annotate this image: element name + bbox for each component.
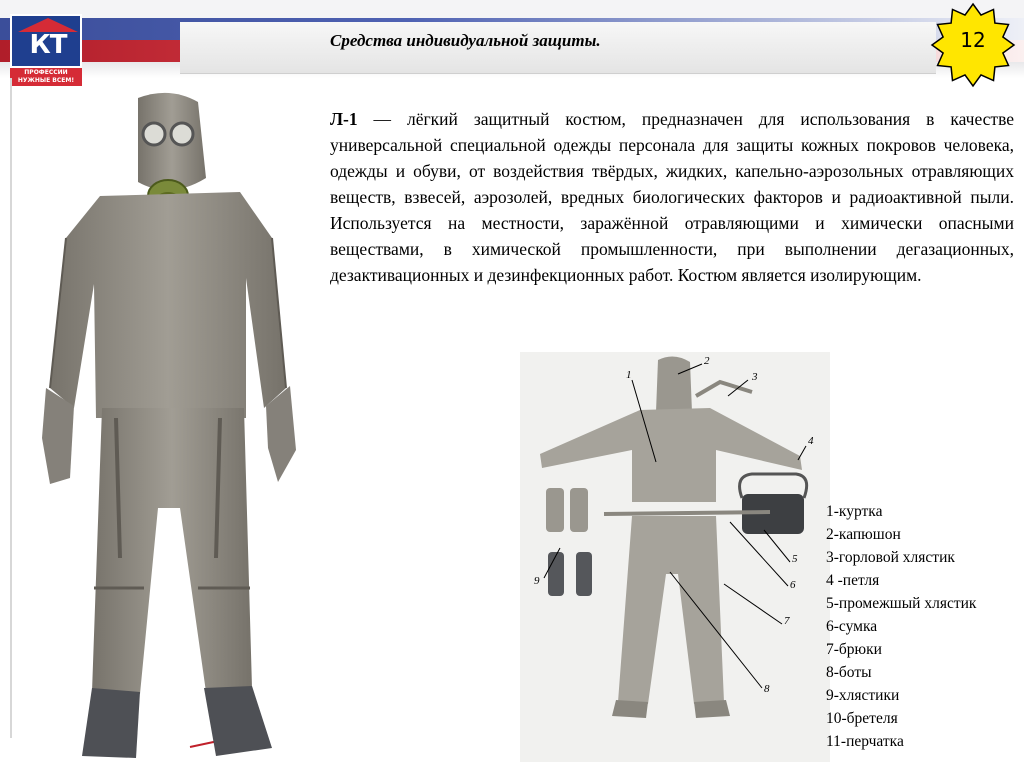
legend-item: 9-хлястики (826, 687, 900, 704)
legend-item: 10-бретеля (826, 710, 898, 727)
legend-item: 5-промежшый хлястик (826, 595, 977, 612)
legend-item: 11-перчатка (826, 733, 904, 750)
logo-emblem (10, 14, 82, 68)
description-text: — лёгкий защитный костюм, предназначен для использования в качестве универсальной специальной одежды персонала для защиты кожных покровов человека, одежды и обуви, от воздействия твёрдых, жидких, капельно-аэрозольных отравляющих веществ, взвесей, аэрозолей, вредных биологических факторов и радиоактивной пыли. Используется на местности, заражённой отравляющими и химически опасными веществами, в химической промышленности, при выполнении дегазационных, дезактивационных и дезинфекционных работ. Костюм является изолирующим. (330, 109, 1014, 285)
logo (10, 14, 82, 84)
parts-legend (826, 500, 1022, 753)
slide-title: Средства индивидуальной защиты. (330, 31, 601, 50)
protective-suit-photo (20, 88, 310, 760)
logo-caption: ПРОФЕССИИ НУЖНЫЕ ВСЕМ! (10, 68, 82, 86)
callout-6: 6 (790, 579, 796, 591)
suit-scheme-diagram (520, 352, 830, 762)
legend-item: 7-брюки (826, 641, 882, 658)
legend-item: 1-куртка (826, 503, 883, 520)
callout-2: 2 (704, 355, 710, 367)
callout-8: 8 (764, 683, 770, 695)
legend-item: 8-боты (826, 664, 872, 681)
callout-7: 7 (784, 615, 790, 627)
description-paragraph (330, 106, 1014, 288)
page-number: 12 (960, 28, 986, 52)
callout-4: 4 (808, 435, 814, 447)
callout-3: 3 (752, 371, 758, 383)
legend-item: 4 -петля (826, 572, 880, 589)
legend-item: 3-горловой хлястик (826, 549, 955, 566)
logo-letters: КТ (29, 30, 67, 60)
callout-9: 9 (534, 575, 540, 587)
callout-1: 1 (626, 369, 632, 381)
side-rule (10, 78, 12, 738)
suit-model-term: Л-1 (330, 109, 358, 129)
legend-item: 6-сумка (826, 618, 878, 635)
callout-5: 5 (792, 553, 798, 565)
legend-item: 2-капюшон (826, 526, 901, 543)
